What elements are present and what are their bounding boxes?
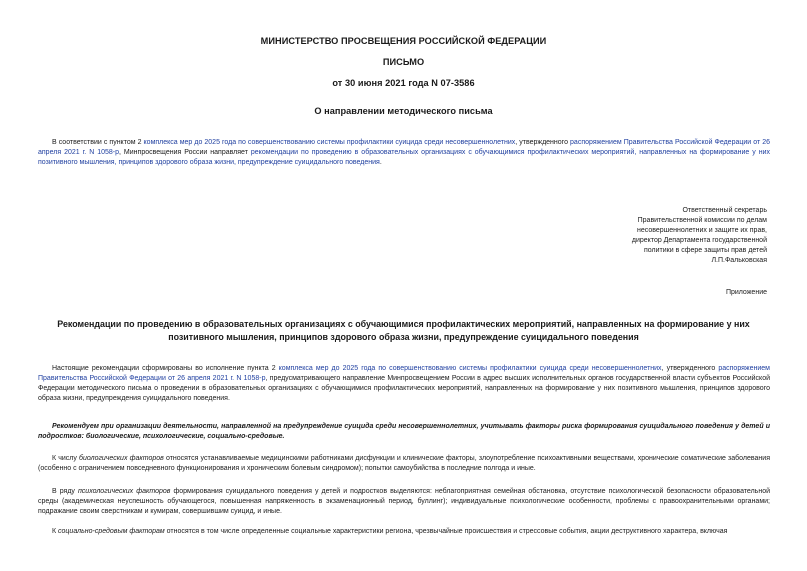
signature-block: [632, 206, 767, 266]
p5-text-2: относятся в том числе определенные социальные характеристики региона, чрезвычайные происшествия и стрессовые события, акции деструктивного характера, включая: [164, 528, 728, 535]
signature-line: Ответственный секретарь: [682, 207, 767, 214]
p4-text-2: формирования суицидального поведения у детей и подростков выделяются: неблагоприятная семейная обстановка, отсутствие психологической безопасности образовательной среды (академическая неуспешность обучающегося, повышенная напряженность в экзаменационный период, буллинг); индивидуальные психологические особенности, проблемы с правоохранительными органами; подражание своим сверстникам и кумирам, совершившим суицид, и иные.: [38, 488, 770, 515]
p4-text-1: В ряду: [52, 488, 78, 495]
paragraph-4: [38, 487, 770, 517]
paragraph-5: [38, 527, 770, 537]
intro-text-3: , Минпросвещения России направляет: [119, 149, 251, 156]
intro-text-1: В соответствии с пунктом 2: [52, 139, 144, 146]
intro-text-2: , утвержденного: [515, 139, 571, 146]
recommendations-title: Рекомендации по проведению в образовательных организациях с обучающимися профилактических мероприятий, направленных на формирование у них позитивного мышления, принципов здорового образа жизни, предупреждение суицидального поведения: [57, 319, 750, 342]
document-subject: О направлении методического письма: [314, 106, 493, 116]
signature-line: директор Департамента государственной: [631, 237, 767, 244]
appendix-label: Приложение: [725, 289, 767, 296]
link-suicide-prevention-measures[interactable]: комплекса мер до 2025 года по совершенствованию системы профилактики суицида среди несовершеннолетних: [143, 139, 516, 146]
p3-text-2: относятся устанавливаемые медицинскими работниками дисфункции и клинические факторы, злоупотребление психоактивными веществами, хронические соматические заболевания (особенно с ограничением повседневного функционирования и хроническим болевым синдромом); попытки самоубийства в последние полгода и иные.: [38, 455, 770, 472]
intro-paragraph: [38, 138, 770, 168]
paragraph-2: Рекомендуем при организации деятельности, направленной на предупреждение суицида среди несовершеннолетних, учитывать факторы риска формирования суицидального поведения у детей и подростков: биологические, психологические, социально-средовые.: [38, 423, 770, 440]
signatory-name: Л.П.Фальковская: [711, 257, 767, 264]
paragraph-1: [38, 364, 770, 404]
p5-italic-term: социально-средовым факторам: [58, 528, 165, 535]
link-government-order[interactable]: распоряжением Правительства Российской Федерации от 26 апреля 2021 г. N 1058-р: [38, 139, 771, 156]
document-type: ПИСЬМО: [382, 57, 425, 67]
p1-text-2: , утвержденного: [661, 365, 719, 372]
p5-text-1: К: [52, 528, 59, 535]
signature-line: несовершеннолетних и защите их прав,: [637, 227, 767, 234]
link-suicide-prevention-measures[interactable]: комплекса мер до 2025 года по совершенствованию системы профилактики суицида среди несовершеннолетних: [278, 365, 662, 372]
paragraph-3: [38, 454, 770, 474]
p3-italic-term: биологических факторов: [79, 455, 164, 462]
link-recommendations[interactable]: рекомендации по проведению в образовательных организациях с обучающимися профилактических мероприятий, направленных на формирование у них позитивного мышления, принципов здорового образа жизни, предупреждение суицидального поведения: [38, 149, 770, 166]
p3-text-1: К числу: [52, 455, 80, 462]
link-government-order[interactable]: распоряжением Правительства Российской Федерации от 26 апреля 2021 г. N 1058-р: [38, 365, 770, 382]
ministry-heading: МИНИСТЕРСТВО ПРОСВЕЩЕНИЯ РОССИЙСКОЙ ФЕДЕРАЦИИ: [260, 36, 547, 46]
p4-italic-term: психологических факторов: [77, 488, 171, 495]
signature-line: политики в сфере защиты прав детей: [644, 247, 767, 254]
signature-line: Правительственной комиссии по делам: [637, 217, 767, 224]
document-date-number: от 30 июня 2021 года N 07-3586: [332, 78, 475, 88]
intro-text-4: .: [379, 159, 382, 166]
p1-text-3: , предусматривающего направление Минпросвещением России в адрес высших исполнительных органов государственной власти субъектов Российской Федерации методического письма о проведении в образовательных организациях с обучающимися профилактических мероприятий, направленных на формирование у них позитивного мышления, принципов здорового образа жизни, предупреждения суицидального поведения.: [38, 375, 770, 402]
p1-text-1: Настоящие рекомендации сформированы во исполнение пункта 2: [52, 365, 279, 372]
